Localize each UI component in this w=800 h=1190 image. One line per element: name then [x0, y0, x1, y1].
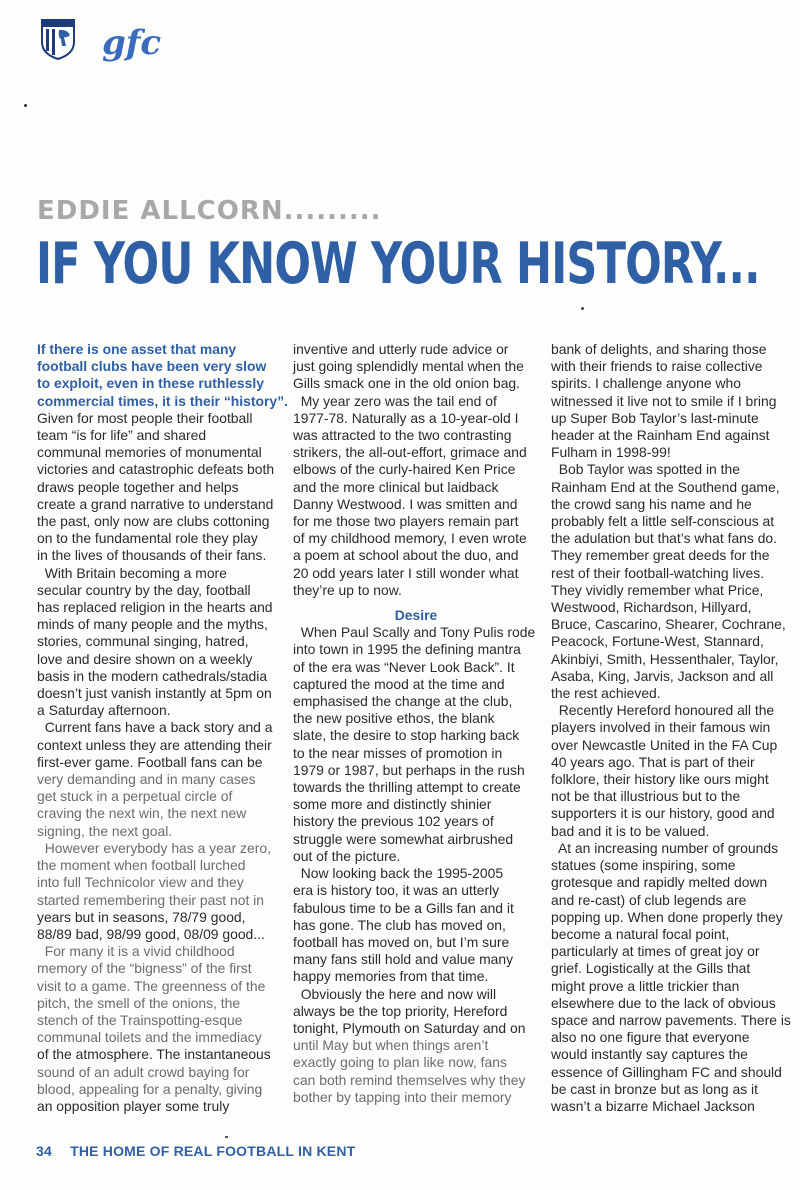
- article-line: and the more clinical but laidback: [293, 478, 499, 495]
- article-line: witnessed it live not to smile if I bring: [551, 392, 777, 409]
- article-line: into town in 1995 the defining mantra: [293, 641, 521, 658]
- article-line: supporters it is our history, good and: [551, 805, 775, 822]
- standfirst-line: to exploit, even in these ruthlessly: [37, 375, 264, 392]
- article-line: team “is for life” and shared: [37, 427, 207, 444]
- article-line: Rainham End at the Southend game,: [551, 478, 780, 495]
- article-line: towards the thrilling attempt to create: [293, 779, 521, 796]
- article-line: the new positive ethos, the blank: [293, 710, 495, 727]
- article-line: strikers, the all-out-effort, grimace and: [293, 444, 527, 461]
- article-line: football has moved on, but I’m sure: [293, 933, 510, 950]
- article-line: over Newcastle United in the FA Cup: [551, 736, 778, 753]
- author-byline: EDDIE ALLCORN.........: [37, 196, 382, 226]
- article-line: just going splendidly mental when the: [293, 358, 524, 375]
- article-line: blood, appealing for a penalty, giving: [37, 1080, 263, 1097]
- article-line: Current fans have a back story and a: [37, 719, 273, 736]
- article-line: in the lives of thousands of their fans.: [37, 547, 267, 564]
- article-line: the crowd sang his name and he: [551, 495, 752, 512]
- article-line: become a natural focal point,: [551, 925, 730, 942]
- article-line: for me those two players remain part: [293, 513, 519, 530]
- article-line: When Paul Scally and Tony Pulis rode: [293, 624, 536, 641]
- article-line: also no one figure that everyone: [551, 1029, 750, 1046]
- article-line: basis in the modern cathedrals/stadia: [37, 667, 268, 684]
- article-line: bank of delights, and sharing those: [551, 341, 767, 357]
- standfirst-line: commercial times, it is their “history”.: [37, 392, 288, 409]
- article-line: a poem at school about the duo, and: [293, 547, 519, 564]
- article-line: of the era was “Never Look Back”. It: [293, 658, 515, 675]
- article-line: draws people together and helps: [37, 478, 239, 495]
- article-line: would instantly say captures the: [551, 1046, 748, 1063]
- article-line: and re-cast) of club legends are: [551, 891, 747, 908]
- article-line: wasn’t a bizarre Michael Jackson: [551, 1097, 755, 1114]
- article-line: on to the fundamental role they play: [37, 530, 258, 547]
- article-line: sound of an adult crowd baying for: [37, 1063, 250, 1080]
- article-line: 20 odd years later I still wonder what: [293, 564, 519, 581]
- article-line: bother by tapping into their memory: [293, 1088, 512, 1105]
- article-line: not be that illustrious but to the: [551, 788, 741, 805]
- article-line: some more and distinctly shinier: [293, 796, 492, 813]
- article-line: At an increasing number of grounds: [551, 839, 779, 856]
- article-line: signing, the next goal.: [37, 822, 173, 839]
- article-line: of the atmosphere. The instantaneous: [37, 1046, 271, 1063]
- article-line: communal memories of monumental: [37, 444, 262, 461]
- article-line: space and narrow pavements. There is: [551, 1011, 791, 1028]
- article-line: 1977-78. Naturally as a 10-year-old I: [293, 409, 519, 426]
- article-line: folklore, their history like ours might: [551, 771, 769, 788]
- article-line: years but in seasons, 78/79 good,: [37, 908, 246, 925]
- page-footer: [36, 1143, 355, 1159]
- article-line: 1979 or 1987, but perhaps in the rush: [293, 761, 525, 778]
- article-line: slate, the desire to stop harking back: [293, 727, 520, 744]
- article-line: many fans still hold and value many: [293, 951, 514, 968]
- article-line: the adulation but that’s what fans do.: [551, 530, 778, 547]
- article-line: was attracted to the two contrasting: [293, 427, 512, 444]
- article-line: happy memories from that time.: [293, 968, 489, 985]
- article-line: They remember great deeds for the: [551, 547, 770, 564]
- article-line: Asaba, King, Jarvis, Jackson and all: [551, 667, 774, 684]
- article-line: first-ever game. Football fans can be: [37, 753, 263, 770]
- article-line: spirits. I challenge anyone who: [551, 375, 741, 392]
- article-line: tonight, Plymouth on Saturday and on: [293, 1019, 526, 1036]
- article-line: might prove a little trickier than: [551, 977, 740, 994]
- standfirst-line: football clubs have been very slow: [37, 358, 267, 375]
- article-line: Bruce, Cascarino, Shearer, Cochrane,: [551, 616, 786, 633]
- article-line: until May but when things aren’t: [293, 1037, 489, 1054]
- article-line: They vividly remember what Price,: [551, 581, 764, 598]
- article-line: of my childhood memory, I even wrote: [293, 530, 527, 547]
- print-speck: [581, 307, 584, 310]
- headline: IF YOU KNOW YOUR HISTORY...: [36, 231, 760, 297]
- article-column-3: [551, 341, 795, 1115]
- article-line: However everybody has a year zero,: [37, 839, 271, 856]
- article-line: Akinbiyi, Smith, Hessenthaler, Taylor,: [551, 650, 779, 667]
- article-line: create a grand narrative to understand: [37, 495, 274, 512]
- article-line: secular country by the day, football: [37, 581, 251, 598]
- article-line: captured the mood at the time and: [293, 675, 505, 692]
- article-column-1: [37, 341, 288, 1115]
- article-line: Westwood, Richardson, Hillyard,: [551, 599, 752, 616]
- print-speck: [225, 1136, 228, 1138]
- article-line: elbows of the curly-haired Ken Price: [293, 461, 516, 478]
- article-line: struggle were somewhat airbrushed: [293, 830, 514, 847]
- article-line: header at the Rainham End against: [551, 427, 770, 444]
- article-line: Recently Hereford honoured all the: [551, 702, 775, 719]
- article-line: the past, only now are clubs cottoning: [37, 513, 270, 530]
- article-line: craving the next win, the next new: [37, 805, 247, 822]
- article-line: the rest achieved.: [551, 685, 661, 702]
- article-line: players involved in their famous win: [551, 719, 771, 736]
- article-line: has replaced religion in the hearts and: [37, 599, 273, 616]
- article-line: always be the top priority, Hereford: [293, 1002, 508, 1019]
- article-line: grotesque and rapidly melted down: [551, 874, 768, 891]
- article-line: elsewhere due to the lack of obvious: [551, 994, 776, 1011]
- print-speck: [24, 104, 27, 107]
- article-line: out of the picture.: [293, 847, 401, 864]
- article-line: Danny Westwood. I was smitten and: [293, 495, 518, 512]
- article-line: the moment when football lurched: [37, 857, 246, 874]
- article-line: For many it is a vivid childhood: [37, 943, 235, 960]
- article-line: stories, communal singing, hatred,: [37, 633, 249, 650]
- gillingham-crest-icon: [40, 16, 76, 60]
- article-line: memory of the “bigness” of the first: [37, 960, 252, 977]
- article-line: communal toilets and the immediacy: [37, 1029, 262, 1046]
- article-line: an opposition player some truly: [37, 1097, 230, 1114]
- article-line: particularly at times of great joy or: [551, 943, 760, 960]
- article-line: to the near misses of promotion in: [293, 744, 503, 761]
- article-line: emphasised the change at the club,: [293, 693, 513, 710]
- article-line: 40 years ago. That is part of their: [551, 753, 755, 770]
- article-line: has gone. The club has moved on,: [293, 916, 506, 933]
- article-line: very demanding and in many cases: [37, 771, 256, 788]
- article-line: up Super Bob Taylor’s last-minute: [551, 409, 759, 426]
- article-line: doesn’t just vanish instantly at 5pm on: [37, 685, 272, 702]
- article-line: into full Technicolor view and they: [37, 874, 244, 891]
- article-line: minds of many people and the myths,: [37, 616, 268, 633]
- article-line: Gills smack one in the old onion bag.: [293, 375, 521, 392]
- standfirst-line: If there is one asset that many: [37, 341, 237, 357]
- article-line: victories and catastrophic defeats both: [37, 461, 275, 478]
- article-line: My year zero was the tail end of: [293, 392, 497, 409]
- article-line: love and desire shown on a weekly: [37, 650, 253, 667]
- article-line: Peacock, Fortune-West, Stannard,: [551, 633, 764, 650]
- article-line: probably felt a little self-conscious at: [551, 513, 775, 530]
- article-line: started remembering their past not in: [37, 891, 264, 908]
- gfc-script-logo: [100, 20, 180, 64]
- article-line: Bob Taylor was spotted in the: [551, 461, 740, 478]
- article-line: era is history too, it was an utterly: [293, 882, 500, 899]
- article-line: Fulham in 1998-99!: [551, 444, 671, 461]
- article-line: popping up. When done properly they: [551, 908, 783, 925]
- footer-tagline: THE HOME OF REAL FOOTBALL IN KENT: [70, 1143, 356, 1159]
- article-line: history the previous 102 years of: [293, 813, 494, 830]
- article-line: With Britain becoming a more: [37, 564, 227, 581]
- article-line: they’re up to now.: [293, 581, 402, 598]
- article-line: essence of Gillingham FC and should: [551, 1063, 782, 1080]
- article-line: grief. Logistically at the Gills that: [551, 960, 751, 977]
- article-line: Given for most people their football: [37, 409, 253, 426]
- article-line: visit to a game. The greenness of the: [37, 977, 266, 994]
- article-line: a Saturday afternoon.: [37, 702, 171, 719]
- article-line: Now looking back the 1995-2005: [293, 865, 504, 882]
- article-line: rest of their football-watching lives.: [551, 564, 765, 581]
- article-line: stench of the Trainspotting-esque: [37, 1011, 243, 1028]
- article-line: bad and it is to be valued.: [551, 822, 710, 839]
- page-number: 34: [36, 1143, 52, 1159]
- article-line: get stuck in a perpetual circle of: [37, 788, 233, 805]
- article-line: statues (some inspiring, some: [551, 857, 736, 874]
- subheading: Desire: [394, 607, 438, 624]
- gfc-logo-text: gfc: [102, 23, 162, 63]
- article-column-2: [293, 341, 539, 1106]
- article-line: can both remind themselves why they: [293, 1071, 526, 1088]
- article-line: be cast in bronze but as long as it: [551, 1080, 758, 1097]
- article-line: exactly going to plan like now, fans: [293, 1054, 507, 1071]
- article-line: with their friends to raise collective: [551, 358, 763, 375]
- article-line: Obviously the here and now will: [293, 985, 497, 1002]
- article-line: fabulous time to be a Gills fan and it: [293, 899, 514, 916]
- article-line: 88/89 bad, 98/99 good, 08/09 good...: [37, 925, 265, 942]
- article-line: context unless they are attending their: [37, 736, 272, 753]
- article-line: pitch, the smell of the onions, the: [37, 994, 241, 1011]
- article-line: inventive and utterly rude advice or: [293, 341, 509, 357]
